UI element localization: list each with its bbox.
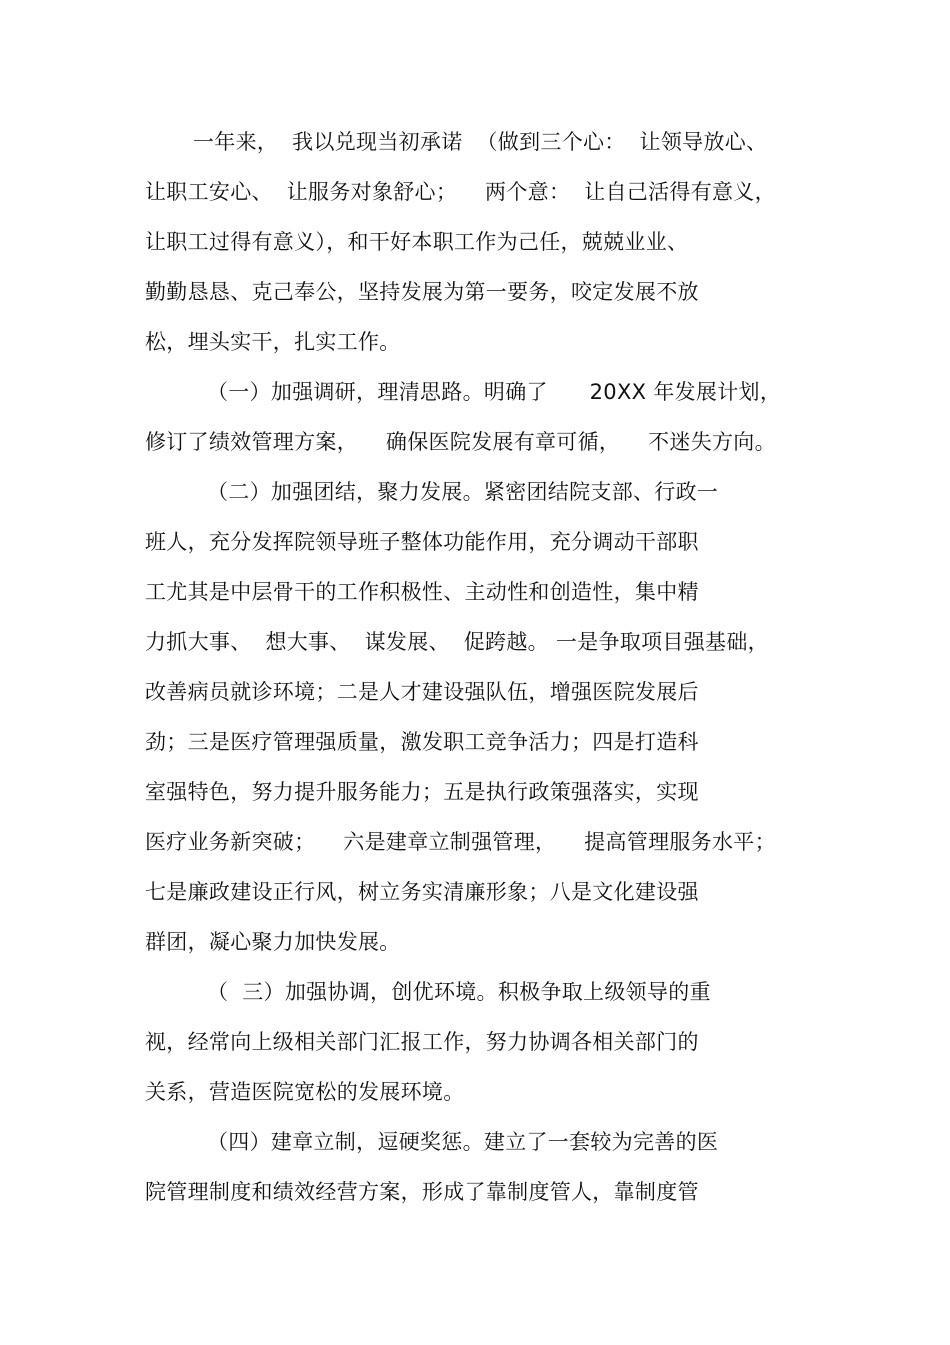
paragraph-line: 修订了绩效管理方案， 确保医院发展有章可循， 不迷失方向。	[145, 430, 776, 454]
paragraph-line: 一年来， 我以兑现当初承诺 （做到三个心： 让领导放心、	[193, 130, 768, 154]
paragraph-line: 室强特色，努力提升服务能力；五是执行政策强落实，实现	[145, 780, 699, 804]
paragraph-line: 松，埋头实干，扎实工作。	[145, 330, 401, 354]
paragraph-line: 医疗业务新突破； 六是建章立制强管理， 提高管理服务水平；	[145, 830, 776, 854]
paragraph-line: 视，经常向上级相关部门汇报工作，努力协调各相关部门的	[145, 1030, 699, 1054]
paragraph-line: （四）建章立制，逗硬奖惩。建立了一套较为完善的医	[207, 1130, 719, 1154]
paragraph-line: 群团，凝心聚力加快发展。	[145, 930, 401, 954]
paragraph-line: 班人，充分发挥院领导班子整体功能作用，充分调动干部职	[145, 530, 699, 554]
paragraph-line: 七是廉政建设正行风，树立务实清廉形象；八是文化建设强	[145, 880, 699, 904]
paragraph-line: 改善病员就诊环境；二是人才建设强队伍，增强医院发展后	[145, 680, 699, 704]
paragraph-line: （ 三）加强协调，创优环境。积极争取上级领导的重	[207, 980, 711, 1004]
paragraph-line: 工尤其是中层骨干的工作积极性、主动性和创造性，集中精	[145, 580, 699, 604]
paragraph-line: 劲；三是医疗管理强质量，激发职工竞争活力；四是打造科	[145, 730, 699, 754]
paragraph-line: 让职工安心、 让服务对象舒心； 两个意： 让自己活得有意义，	[145, 180, 776, 204]
paragraph-line: 院管理制度和绩效经营方案，形成了靠制度管人，靠制度管	[145, 1180, 699, 1204]
paragraph-line: （一）加强调研，理清思路。明确了 20XX 年发展计划，	[207, 380, 782, 404]
paragraph-line: 关系，营造医院宽松的发展环境。	[145, 1080, 465, 1104]
paragraph-line: 力抓大事、 想大事、 谋发展、 促跨越。 一是争取项目强基础，	[145, 630, 769, 654]
paragraph-line: 让职工过得有意义），和干好本职工作为己任，兢兢业业、	[145, 230, 689, 254]
paragraph-line: （二）加强团结，聚力发展。紧密团结院支部、行政一	[207, 480, 719, 504]
paragraph-line: 勤勤恳恳、克己奉公，坚持发展为第一要务，咬定发展不放	[145, 280, 699, 304]
